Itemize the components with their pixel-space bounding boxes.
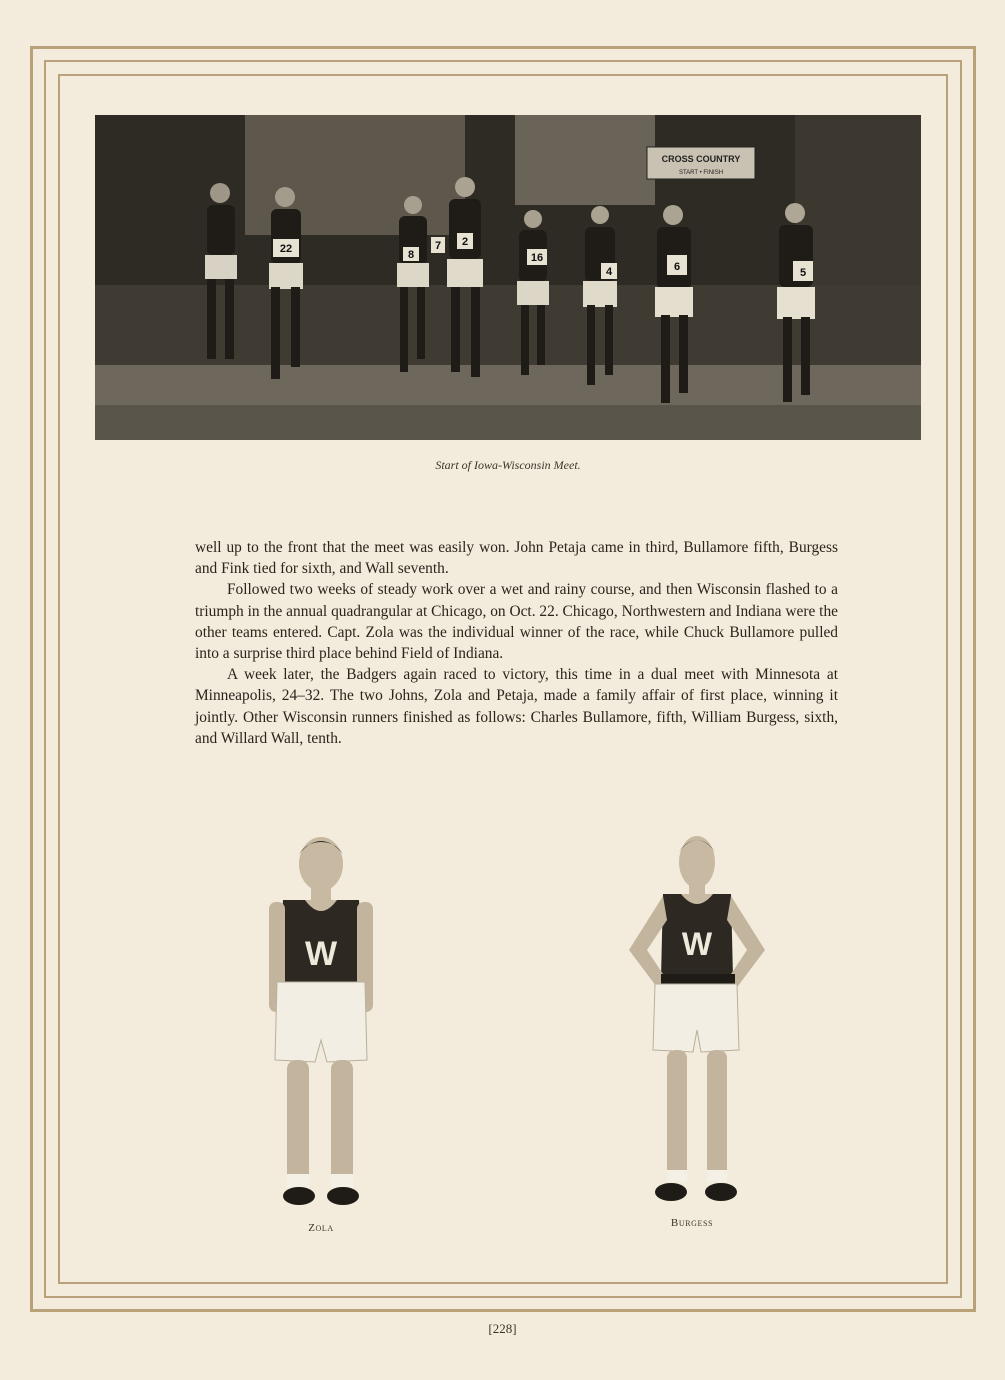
burgess-name-label: Burgess (670, 1217, 714, 1229)
svg-text:5: 5 (799, 267, 807, 279)
svg-text:16: 16 (530, 252, 544, 264)
race-start-photo (95, 115, 921, 440)
bib-number (601, 263, 617, 279)
bib-number (793, 261, 813, 281)
zola-name-label: Zola (308, 1222, 334, 1234)
bib-number (431, 237, 445, 253)
page-number: [228] (488, 1321, 517, 1336)
svg-text:W: W (304, 935, 338, 973)
zola-portrait (255, 830, 385, 1220)
bib-number (273, 239, 299, 257)
svg-text:7: 7 (434, 240, 442, 252)
paragraph-1: well up to the front that the meet was easily won. John Petaja came in third, Bullamore fifth, Burgess and Fink tied for sixth, and Wall seventh. (195, 539, 838, 578)
svg-text:8: 8 (407, 249, 415, 261)
svg-text:W: W (681, 926, 713, 962)
svg-text:22: 22 (279, 243, 293, 255)
bib-number (527, 249, 547, 265)
bib-number (667, 255, 687, 275)
svg-text:START • FINISH: START • FINISH (678, 170, 724, 176)
photo-caption: Start of Iowa-Wisconsin Meet. (435, 458, 581, 472)
svg-text:4: 4 (605, 266, 613, 278)
paragraph-3: A week later, the Badgers again raced to victory, this time in a dual meet with Minnesota at Minneapolis, 24–32. The two Johns, Zola and Petaja, made a family affair of first place, winning it jointly. Other Wisconsin runners finished as follows: Charles Bullamore, fifth, William Burgess, sixth, and Willard Wall, tenth. (195, 666, 838, 747)
cross-country-sign (647, 147, 755, 179)
bib-number (403, 247, 419, 261)
svg-text:CROSS COUNTRY: CROSS COUNTRY (661, 154, 741, 164)
svg-text:2: 2 (461, 236, 469, 248)
paragraph-2: Followed two weeks of steady work over a wet and rainy course, and then Wisconsin flashed to a triumph in the annual quadrangular at Chicago, on Oct. 22. Chicago, Northwestern and Indiana were the other teams entered. Capt. Zola was the individual winner of the race, while Chuck Bullamore pulled into a surprise third place behind Field of Indiana. (195, 581, 838, 663)
article-body (195, 537, 838, 749)
burgess-portrait (615, 830, 775, 1220)
bib-number (457, 233, 473, 249)
svg-text:6: 6 (673, 261, 681, 273)
